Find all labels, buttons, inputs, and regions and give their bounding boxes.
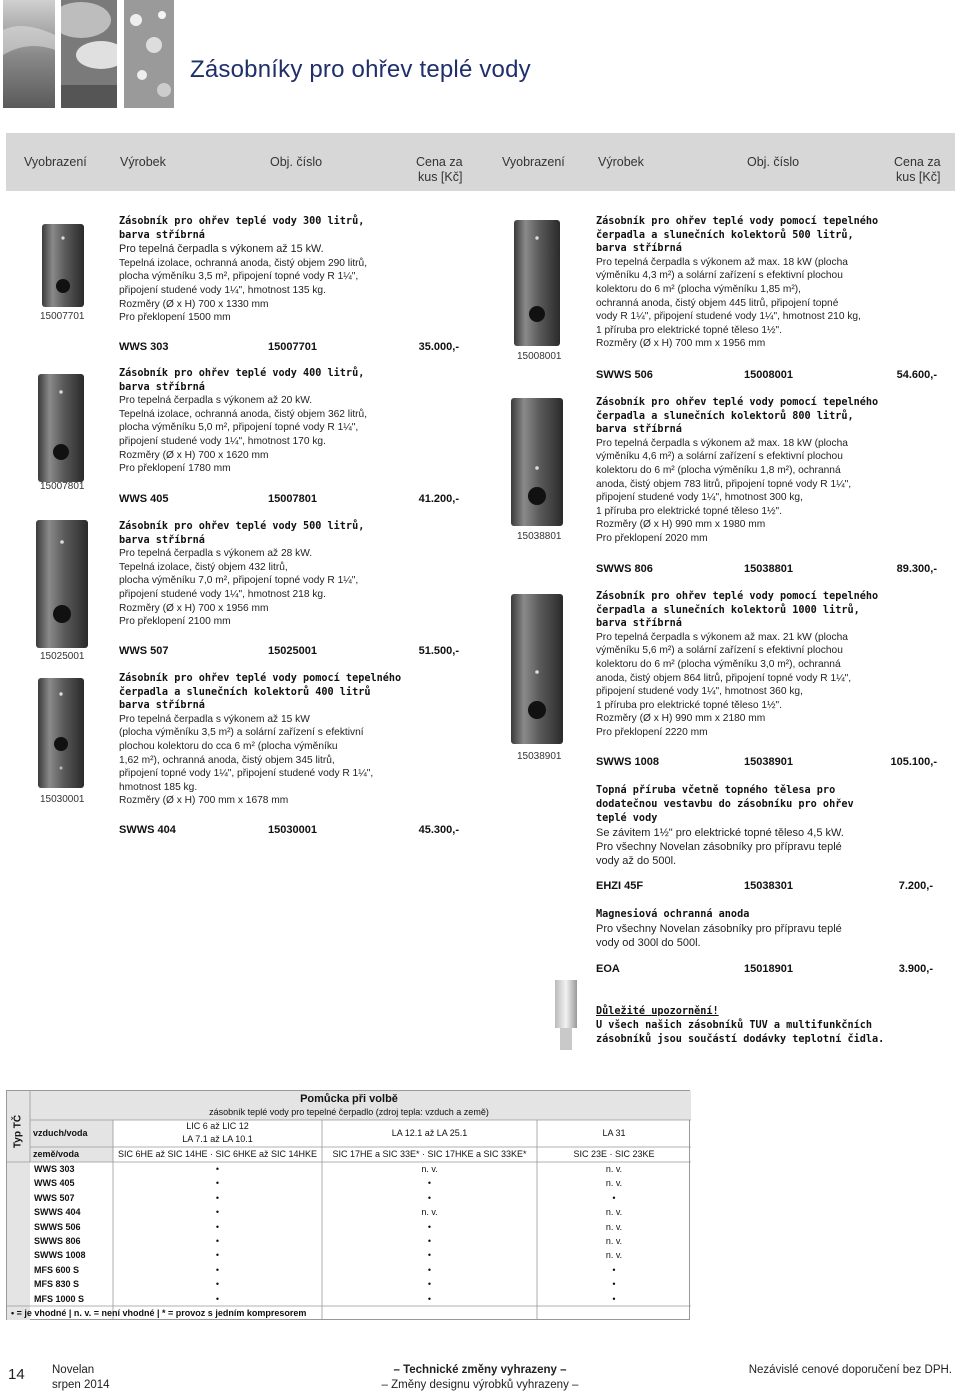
product-title-line: čerpadla a slunečních kolektorů 400 litrů xyxy=(119,686,371,698)
page-title: Zásobníky pro ohřev teplé vody xyxy=(190,56,531,83)
table-cell-c2: • xyxy=(427,1178,432,1189)
product-desc-line: kolektoru do 6 m² (plocha výměníku 3,0 m²), ochranná xyxy=(596,658,841,670)
price: 7.200,- xyxy=(898,880,933,892)
header-vyrobek-2: Výrobek xyxy=(598,155,644,169)
table-cell-c3: n. v. xyxy=(605,1221,623,1232)
product-swws806 xyxy=(596,396,878,546)
product-desc-line: výměníku 4,6 m²) a solární zařízení s efektivní plochou xyxy=(596,451,843,463)
product-desc-line: Rozměry (Ø x H) 700 mm x 1678 mm xyxy=(119,795,289,807)
column-header-bar xyxy=(6,133,955,191)
table-cell-c3: n. v. xyxy=(605,1178,623,1189)
model-name: SWWS 1008 xyxy=(596,756,659,768)
table-cell-c1: • xyxy=(215,1192,220,1203)
tank-image-swws806 xyxy=(511,396,563,526)
order-number: 15038901 xyxy=(744,756,793,768)
price: 54.600,- xyxy=(896,369,937,381)
image-code: 15025001 xyxy=(40,651,85,662)
order-number: 15018901 xyxy=(744,963,793,975)
table-cell-c1: • xyxy=(215,1221,220,1232)
header-kus-2: kus [Kč] xyxy=(896,170,941,184)
table-cell-c1: • xyxy=(215,1264,220,1275)
footer-right: Nezávislé cenové doporučení bez DPH. xyxy=(748,1364,952,1376)
model-name: SWWS 404 xyxy=(119,824,176,836)
footer-center-2: – Změny designu výrobků vyhrazeny – xyxy=(381,1379,579,1391)
product-desc-line: 1 příruba pro elektrické topné těleso 1½". xyxy=(596,699,782,711)
product-title-line: barva stříbrná xyxy=(119,229,205,241)
table-row-label: SWWS 404 xyxy=(34,1207,81,1218)
image-code: 15007801 xyxy=(40,481,85,492)
table-cell-c1: • xyxy=(215,1250,220,1261)
product-desc-line: Rozměry (Ø x H) 700 x 1330 mm xyxy=(119,298,269,310)
header-photo-sky xyxy=(3,0,55,108)
product-desc-line: připojení studené vody 1¼", hmotnost 135 kg. xyxy=(119,284,326,296)
table-cell-c1: • xyxy=(215,1207,220,1218)
product-desc-line: plocha výměníku 3,5 m², připojení topné vody R 1¼", xyxy=(119,271,359,283)
footer-brand: Novelan xyxy=(52,1364,95,1376)
table-cell-c1: • xyxy=(215,1279,220,1290)
product-wws405 xyxy=(119,367,367,476)
table-cell-c2: • xyxy=(427,1264,432,1275)
product-ehzi45f xyxy=(596,784,854,868)
product-swws404 xyxy=(119,672,401,808)
table-cell-c3: • xyxy=(612,1293,616,1304)
model-name: EHZI 45F xyxy=(596,880,644,892)
header-obj-cislo: Obj. číslo xyxy=(270,155,323,169)
product-title-line: čerpadla a slunečních kolektorů 1000 litrů, xyxy=(596,604,860,616)
header-vyobrazeni: Vyobrazení xyxy=(24,155,87,169)
product-desc-line: 1 příruba pro elektrické topné těleso 1½". xyxy=(596,324,782,336)
product-desc-line: anoda, čistý objem 783 litrů, připojení topné vody R 1¼", xyxy=(596,478,852,490)
table-cell-c1: • xyxy=(215,1164,220,1174)
image-code: 15030001 xyxy=(40,794,85,805)
model-name: WWS 405 xyxy=(119,493,169,505)
product-desc-line: Se závitem 1½" pro elektrické topné těleso 4,5 kW. xyxy=(596,827,844,839)
footer-date: srpen 2014 xyxy=(52,1379,110,1391)
product-desc-line: kolektoru do 6 m² (plocha výměníku 1,8 m²), ochranná xyxy=(596,464,841,476)
product-desc-line: Rozměry (Ø x H) 990 mm x 2180 mm xyxy=(596,713,766,725)
product-desc-line: připojení topné vody 1¼", připojení studené vody R 1¼", xyxy=(119,768,374,780)
model-name: EOA xyxy=(596,963,620,975)
air-c1-line: LA 7.1 až LA 10.1 xyxy=(182,1134,253,1144)
product-desc-line: Tepelná izolace, ochranná anoda, čistý objem 362 litrů, xyxy=(119,408,368,420)
table-cell-c2: • xyxy=(427,1293,432,1304)
product-desc-line: Rozměry (Ø x H) 700 x 1956 mm xyxy=(119,602,269,614)
air-c1-line: LIC 6 až LIC 12 xyxy=(186,1121,249,1131)
product-desc-line: ochranná anoda, čistý objem 445 litrů, připojení topné xyxy=(596,297,839,309)
product-wws303 xyxy=(119,215,367,325)
tank-image-swws1008 xyxy=(511,592,563,744)
tank-image-wws405 xyxy=(38,372,84,482)
product-desc-line: (plocha výměníku 3,5 m²) a solární zařízení s efektivní xyxy=(119,727,364,739)
header-cena-za-2: Cena za xyxy=(894,155,941,169)
product-title-line: čerpadla a slunečních kolektorů 500 litrů, xyxy=(596,229,854,241)
product-title-line: barva stříbrná xyxy=(596,243,682,255)
tank-image-swws506 xyxy=(514,218,560,346)
product-title-line: barva stříbrná xyxy=(119,381,205,393)
selection-table xyxy=(6,1090,690,1320)
product-swws506 xyxy=(596,215,878,351)
product-desc-line: Pro překlopení 2020 mm xyxy=(596,532,708,544)
product-title-line: Zásobník pro ohřev teplé vody 300 litrů, xyxy=(119,216,365,227)
product-desc-line: kolektoru do 6 m² (plocha výměníku 1,85 m²), xyxy=(596,283,801,295)
product-desc-line: plocha výměníku 7,0 m², připojení topné vody R 1¼", xyxy=(119,575,359,587)
product-desc-line: Pro tepelná čerpadla s výkonem až 20 kW. xyxy=(119,395,313,407)
product-title-line: Zásobník pro ohřev teplé vody pomocí tepelného xyxy=(596,397,879,408)
product-desc-line: vody R 1¼", připojení studené vody 1¼", hmotnost 210 kg, xyxy=(596,311,861,323)
table-row-label: WWS 405 xyxy=(34,1178,75,1189)
table-legend: • = je vhodné | n. v. = není vhodné | * = provoz s jedním kompresorem xyxy=(11,1308,307,1318)
tank-image-swws404 xyxy=(38,676,84,788)
ground-c2: SIC 17HE a SIC 33E* · SIC 17HKE a SIC 33KE* xyxy=(332,1149,527,1159)
image-code: 15038901 xyxy=(517,751,562,762)
table-cell-c2: • xyxy=(427,1236,432,1246)
product-eoa xyxy=(596,908,842,950)
product-desc-line: Pro tepelná čerpadla s výkonem až 15 kW xyxy=(119,713,310,725)
product-desc-line: Tepelná izolace, čistý objem 432 litrů, xyxy=(119,561,288,573)
product-desc-line: připojení studené vody 1¼", hmotnost 218 kg. xyxy=(119,588,326,600)
product-desc-line: hmotnost 185 kg. xyxy=(119,781,198,793)
product-desc-line: Tepelná izolace, ochranná anoda, čistý objem 290 litrů, xyxy=(119,257,368,269)
product-desc-line: výměníku 4,3 m²) a solární zařízení s efektivní plochou xyxy=(596,270,843,282)
important-notice xyxy=(596,1005,884,1047)
product-title-line: Zásobník pro ohřev teplé vody pomocí tepelného xyxy=(119,673,402,684)
product-title-line: čerpadla a slunečních kolektorů 800 litrů, xyxy=(596,410,854,422)
table-row-label: MFS 1000 S xyxy=(34,1293,85,1304)
model-name: SWWS 506 xyxy=(596,369,653,381)
product-desc-line: plocha výměníku 5,0 m², připojení topné vody R 1¼", xyxy=(119,422,359,434)
order-number: 15025001 xyxy=(268,645,317,657)
table-row-label: SWWS 1008 xyxy=(34,1250,86,1261)
product-title-line: barva stříbrná xyxy=(596,424,682,436)
air-c3: LA 31 xyxy=(602,1128,626,1138)
image-code: 15008001 xyxy=(517,351,562,362)
ground-c1: SIC 6HE až SIC 14HE · SIC 6HKE až SIC 14HKE xyxy=(117,1149,318,1159)
product-swws1008 xyxy=(596,590,878,740)
header-cena-za: Cena za xyxy=(416,155,463,169)
order-number: 15007701 xyxy=(268,341,317,353)
product-desc-line: plochou kolektoru do cca 6 m² (plocha výměníku xyxy=(119,740,338,752)
table-row-label: MFS 830 S xyxy=(34,1279,80,1290)
model-name: WWS 507 xyxy=(119,645,169,657)
product-desc-line: vody od 300l do 500l. xyxy=(596,937,701,949)
product-desc-line: 1 příruba pro elektrické topné těleso 1½". xyxy=(596,505,782,517)
table-cell-c3: n. v. xyxy=(605,1236,623,1246)
header-vyobrazeni-2: Vyobrazení xyxy=(502,155,565,169)
notice-line: zásobníků jsou součástí dodávky teplotní čidla. xyxy=(596,1034,885,1045)
table-row-label: SWWS 506 xyxy=(34,1221,81,1232)
table-cell-c3: • xyxy=(612,1279,616,1290)
product-desc-line: 1,62 m²), ochranná anoda, čistý objem 345 litrů, xyxy=(119,754,335,766)
table-cell-c3: n. v. xyxy=(605,1164,623,1174)
product-desc-line: připojení studené vody 1¼", hmotnost 360 kg, xyxy=(596,686,803,698)
price: 45.300,- xyxy=(418,824,459,836)
page-number: 14 xyxy=(8,1366,25,1383)
price: 41.200,- xyxy=(418,493,459,505)
product-desc-line: Pro tepelná čerpadla s výkonem až max. 18 kW (plocha xyxy=(596,437,848,449)
table-cell-c2: • xyxy=(427,1221,432,1232)
table-cell-c3: n. v. xyxy=(605,1207,623,1218)
product-desc-line: připojení studené vody 1¼", hmotnost 170 kg. xyxy=(119,435,326,447)
table-row-label: MFS 600 S xyxy=(34,1264,80,1275)
header-photo-clouds xyxy=(61,0,117,108)
notice-line: U všech našich zásobníků TUV a multifunkčních xyxy=(596,1020,873,1031)
order-number: 15038301 xyxy=(744,880,793,892)
table-cell-c2: • xyxy=(427,1250,432,1261)
air-c2: LA 12.1 až LA 25.1 xyxy=(391,1128,468,1138)
price: 105.100,- xyxy=(890,756,937,768)
table-row-label: WWS 507 xyxy=(34,1192,75,1203)
table-cell-c2: n. v. xyxy=(421,1207,438,1218)
product-title-line: teplé vody xyxy=(596,813,658,824)
table-title: Pomůcka při volbě xyxy=(300,1093,398,1105)
order-number: 15007801 xyxy=(268,493,317,505)
table-cell-c2: n. v. xyxy=(421,1164,438,1174)
product-desc-line: Rozměry (Ø x H) 990 mm x 1980 mm xyxy=(596,519,766,531)
footer-center-1: – Technické změny vyhrazeny – xyxy=(393,1364,567,1376)
tank-image-wws507 xyxy=(36,518,88,648)
price: 51.500,- xyxy=(418,645,459,657)
product-desc-line: Pro překlopení 2100 mm xyxy=(119,616,231,628)
product-desc-line: Pro tepelná čerpadla s výkonem až max. 18 kW (plocha xyxy=(596,256,848,268)
table-cell-c1: • xyxy=(215,1293,220,1304)
product-title-line: Zásobník pro ohřev teplé vody pomocí tepelného xyxy=(596,216,879,227)
product-desc-line: vody až do 500l. xyxy=(596,855,677,867)
table-row-label: WWS 303 xyxy=(34,1164,75,1174)
price: 89.300,- xyxy=(896,563,937,575)
product-desc-line: výměníku 5,6 m²) a solární zařízení s efektivní plochou xyxy=(596,645,843,657)
model-name: SWWS 806 xyxy=(596,563,653,575)
product-desc-line: anoda, čistý objem 864 litrů, připojení topné vody R 1¼", xyxy=(596,672,852,684)
table-subtitle: zásobník teplé vody pro tepelné čerpadlo (zdroj tepla: vzduch a země) xyxy=(209,1107,489,1117)
product-wws507 xyxy=(119,520,364,629)
side-label-typ-tc: Typ TČ xyxy=(12,1114,24,1149)
product-title-line: Magnesiová ochranná anoda xyxy=(596,909,750,920)
order-number: 15030001 xyxy=(268,824,317,836)
notice-title: Důležité upozornění! xyxy=(596,1006,719,1017)
header-vyrobek: Výrobek xyxy=(120,155,166,169)
product-title-line: Zásobník pro ohřev teplé vody pomocí tepelného xyxy=(596,591,879,602)
product-desc-line: Pro všechny Novelan zásobníky pro přípravu teplé xyxy=(596,841,842,853)
product-title-line: Zásobník pro ohřev teplé vody 400 litrů, xyxy=(119,368,365,379)
product-desc-line: Pro tepelná čerpadla s výkonem až max. 21 kW (plocha xyxy=(596,631,848,643)
product-desc-line: Pro překlopení 2220 mm xyxy=(596,726,708,738)
table-cell-c1: • xyxy=(215,1178,220,1189)
product-desc-line: připojení studené vody 1¼", hmotnost 300 kg, xyxy=(596,492,803,504)
product-desc-line: Pro tepelná čerpadla s výkonem až 15 kW. xyxy=(119,243,324,256)
product-desc-line: Pro překlopení 1500 mm xyxy=(119,312,231,324)
product-title-line: barva stříbrná xyxy=(596,618,682,630)
order-number: 15008001 xyxy=(744,369,793,381)
product-desc-line: Pro tepelná čerpadla s výkonem až 28 kW. xyxy=(119,548,313,560)
table-cell-c2: • xyxy=(427,1192,432,1203)
table-cell-c3: n. v. xyxy=(605,1250,623,1261)
product-title-line: Zásobník pro ohřev teplé vody 500 litrů, xyxy=(119,521,365,532)
table-cell-c2: • xyxy=(427,1279,432,1290)
row-label-ground: země/voda xyxy=(33,1149,80,1159)
product-desc-line: Rozměry (Ø x H) 700 mm x 1956 mm xyxy=(596,338,766,350)
table-cell-c1: • xyxy=(215,1236,220,1246)
product-desc-line: Rozměry (Ø x H) 700 x 1620 mm xyxy=(119,449,269,461)
price: 3.900,- xyxy=(898,963,933,975)
header-obj-cislo-2: Obj. číslo xyxy=(747,155,800,169)
order-number: 15038801 xyxy=(744,563,793,575)
ground-c3: SIC 23E · SIC 23KE xyxy=(573,1149,655,1159)
row-label-air: vzduch/voda xyxy=(33,1128,88,1138)
product-desc-line: Pro všechny Novelan zásobníky pro přípravu teplé xyxy=(596,923,842,935)
product-title-line: dodatečnou vestavbu do zásobníku pro ohřev xyxy=(596,799,854,810)
product-title-line: barva stříbrná xyxy=(119,700,205,712)
product-desc-line: Pro překlopení 1780 mm xyxy=(119,463,231,475)
notice-sensor-icon xyxy=(545,980,585,1050)
image-code: 15007701 xyxy=(40,311,85,322)
header-kus: kus [Kč] xyxy=(418,170,463,184)
product-title-line: Topná příruba včetně topného tělesa pro xyxy=(596,785,836,796)
price: 35.000,- xyxy=(418,341,459,353)
table-row-label: SWWS 806 xyxy=(34,1236,81,1246)
image-code: 15038801 xyxy=(517,531,562,542)
table-cell-c3: • xyxy=(612,1264,616,1275)
header-photo-drops xyxy=(124,0,174,108)
table-cell-c3: • xyxy=(612,1192,616,1203)
model-name: WWS 303 xyxy=(119,341,169,353)
tank-image-wws303 xyxy=(42,222,84,307)
product-title-line: barva stříbrná xyxy=(119,534,205,546)
